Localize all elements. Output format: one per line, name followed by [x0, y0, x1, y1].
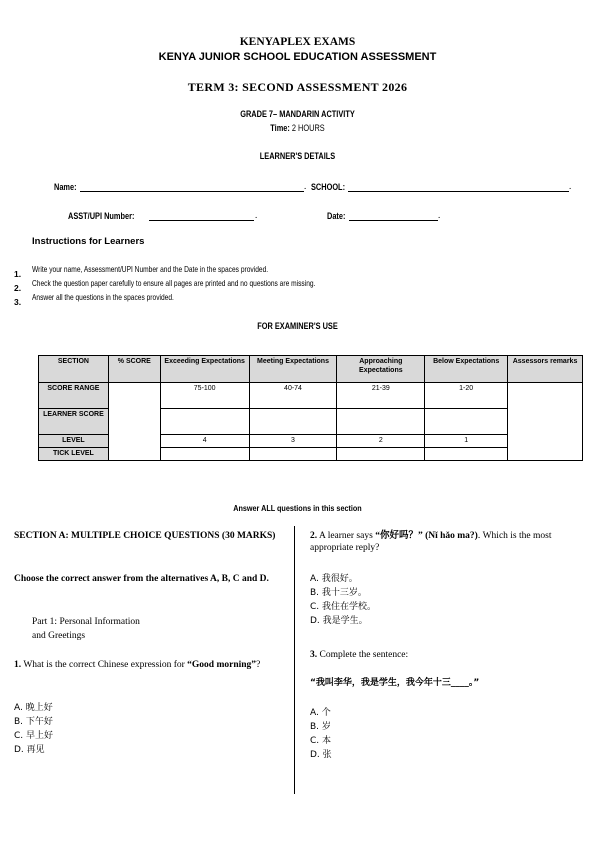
header-score: % SCORE — [108, 356, 160, 383]
question-text: A learner says — [318, 531, 376, 541]
row-label: LEARNER SCORE — [39, 409, 109, 435]
question-3 — [310, 649, 408, 661]
table-cell: 4 — [160, 435, 249, 448]
row-label: TICK LEVEL — [39, 448, 109, 461]
table-cell: 40-74 — [249, 383, 337, 409]
table-cell[interactable] — [337, 409, 425, 435]
table-cell: 2 — [337, 435, 425, 448]
option-b[interactable]: B. 下午好 — [14, 717, 53, 727]
header-remarks: Assessors remarks — [508, 356, 583, 383]
question-emphasis: “你好吗？” (Nǐ hǎo ma?) — [375, 531, 478, 541]
question-3-sentence: “我叫李华，我是学生，我今年十三____。” — [310, 678, 480, 688]
section-a-title: SECTION A: MULTIPLE CHOICE QUESTIONS (30 MARKS) — [14, 531, 276, 541]
remarks-cell[interactable] — [508, 383, 583, 461]
part-heading-line1: Part 1: Personal Information — [32, 617, 140, 627]
instruction-number: 1. — [14, 269, 22, 279]
header-section: SECTION — [39, 356, 109, 383]
table-cell[interactable] — [337, 448, 425, 461]
part-heading-line2: and Greetings — [32, 631, 86, 641]
option-c[interactable]: C. 早上好 — [14, 731, 54, 741]
instruction-text: Check the question paper carefully to ensure all pages are printed and no questions are missing. — [32, 278, 316, 288]
row-label: SCORE RANGE — [39, 383, 109, 409]
asst-dot: . — [255, 210, 258, 220]
option-c[interactable]: C. 本 — [310, 736, 332, 746]
table-cell[interactable] — [249, 409, 337, 435]
term-title: TERM 3: SECOND ASSESSMENT 2026 — [187, 80, 408, 94]
column-divider — [294, 526, 295, 794]
table-header-row — [39, 356, 583, 383]
option-a[interactable]: A. 个 — [310, 708, 331, 718]
name-field[interactable] — [80, 191, 304, 192]
exam-org-title: KENYAPLEX EXAMS — [239, 36, 356, 48]
option-a[interactable]: A. 我很好。 — [310, 574, 358, 584]
school-dot: . — [569, 181, 572, 191]
time-value: 2 HOURS — [291, 123, 325, 133]
table-cell[interactable] — [160, 409, 249, 435]
instruction-text: Write your name, Assessment/UPI Number and the Date in the spaces provided. — [32, 264, 269, 274]
table-cell: 75-100 — [160, 383, 249, 409]
table-row — [39, 383, 583, 409]
header-exceeding: Exceeding Expectations — [160, 356, 249, 383]
question-number: 2. — [310, 531, 318, 541]
time-label: Time: — [270, 123, 290, 133]
grade-subject: GRADE 7– MANDARIN ACTIVITY — [240, 109, 355, 119]
instruction-number: 3. — [14, 297, 22, 307]
asst-field[interactable] — [149, 220, 254, 221]
question-emphasis: “Good morning” — [187, 660, 257, 670]
school-field[interactable] — [348, 191, 569, 192]
option-b[interactable]: B. 我十三岁。 — [310, 588, 367, 598]
asst-label: ASST/UPI Number: — [68, 211, 135, 221]
question-2 — [310, 530, 580, 554]
name-dot: . — [304, 181, 307, 191]
question-number: 1. — [14, 660, 22, 670]
header-below: Below Expectations — [425, 356, 508, 383]
option-d[interactable]: D. 我是学生。 — [310, 616, 368, 626]
instruction-number: 2. — [14, 283, 22, 293]
header-approaching: Approaching Expectations — [337, 356, 425, 383]
option-d[interactable]: D. 张 — [310, 750, 332, 760]
option-b[interactable]: B. 岁 — [310, 722, 331, 732]
option-d[interactable]: D. 再见 — [14, 745, 45, 755]
question-1 — [14, 659, 284, 671]
header-meeting: Meeting Expectations — [249, 356, 337, 383]
answer-all-instruction: Answer ALL questions in this section — [233, 503, 362, 513]
learners-details-heading: LEARNER'S DETAILS — [259, 151, 336, 161]
examiners-use-title: FOR EXAMINER'S USE — [257, 321, 338, 331]
instructions-title: Instructions for Learners — [32, 236, 145, 247]
table-cell[interactable] — [425, 448, 508, 461]
score-cell[interactable] — [108, 383, 160, 461]
table-cell[interactable] — [249, 448, 337, 461]
option-a[interactable]: A. 晚上好 — [14, 703, 53, 713]
instruction-text: Answer all the questions in the spaces provided. — [32, 292, 174, 302]
row-label: LEVEL — [39, 435, 109, 448]
section-a-instruction: Choose the correct answer from the alternatives A, B, C and D. — [14, 574, 269, 584]
question-text-end: . Which is the most appropriate reply? — [310, 531, 552, 553]
option-c[interactable]: C. 我住在学校。 — [310, 602, 377, 612]
question-text: Complete the sentence: — [319, 650, 409, 660]
table-cell: 1 — [425, 435, 508, 448]
table-cell: 21-39 — [337, 383, 425, 409]
date-dot: . — [438, 210, 441, 220]
table-cell: 1-20 — [425, 383, 508, 409]
date-field[interactable] — [349, 220, 438, 221]
question-text-end: ? — [256, 660, 261, 670]
examiner-score-table — [38, 355, 583, 461]
time-line — [54, 123, 542, 133]
table-cell[interactable] — [160, 448, 249, 461]
school-label: SCHOOL: — [311, 182, 346, 192]
table-cell: 3 — [249, 435, 337, 448]
question-number: 3. — [310, 650, 318, 660]
assessment-title: KENYA JUNIOR SCHOOL EDUCATION ASSESSMENT — [158, 51, 437, 63]
question-text: What is the correct Chinese expression for — [23, 660, 188, 670]
table-cell[interactable] — [425, 409, 508, 435]
date-label: Date: — [327, 211, 346, 221]
instruction-item — [14, 292, 21, 310]
name-label: Name: — [54, 182, 77, 192]
